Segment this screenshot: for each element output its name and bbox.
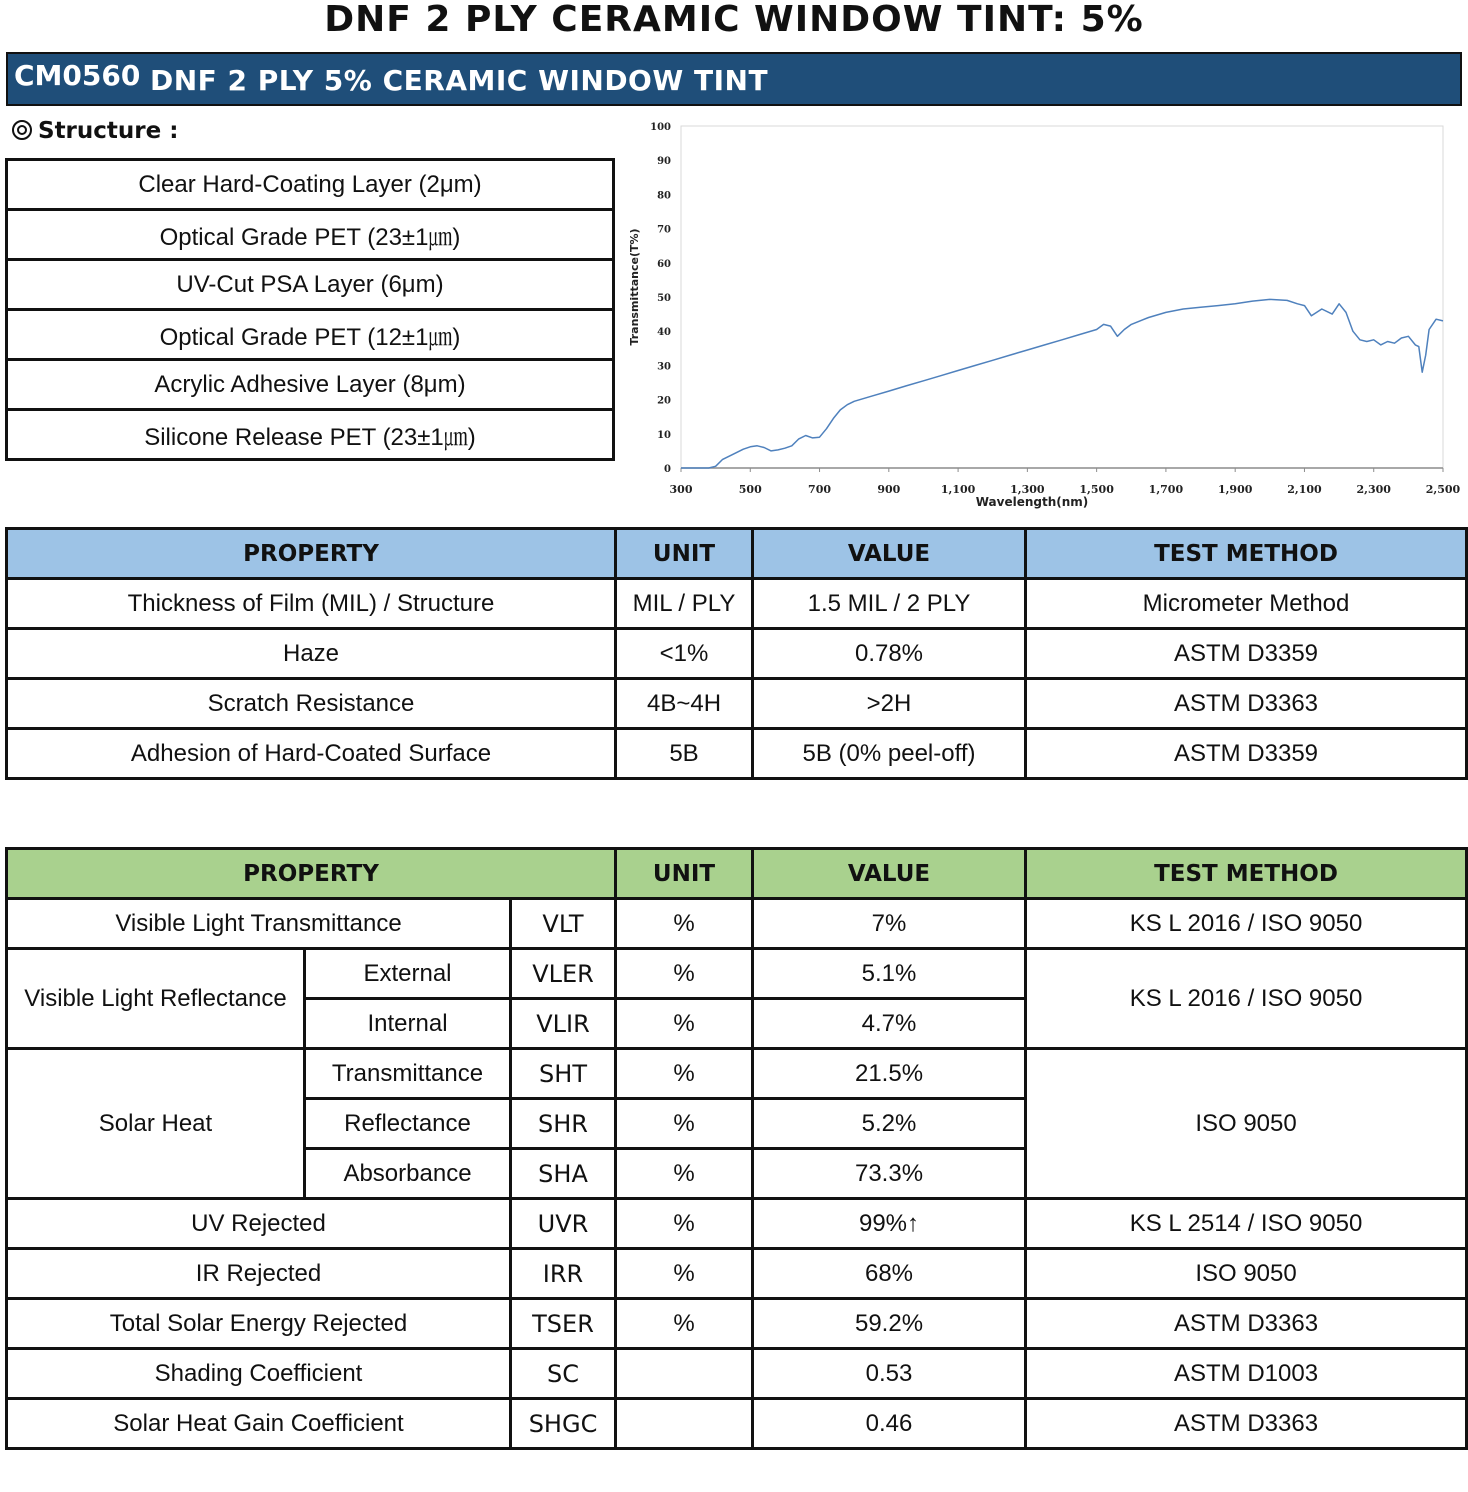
x-tick-label: 2,300 xyxy=(1356,483,1391,496)
method-cell: ASTM D3359 xyxy=(1026,629,1467,679)
property-cell: Visible Light Reflectance xyxy=(7,949,305,1049)
unit-cell: % xyxy=(616,1249,753,1299)
y-tick-label: 40 xyxy=(657,327,671,339)
header-unit: UNIT xyxy=(616,849,753,899)
abbr-cell: VLT xyxy=(511,899,616,949)
unit-cell: MIL / PLY xyxy=(616,579,753,629)
value-cell: 4.7% xyxy=(753,999,1026,1049)
table-row-shgc xyxy=(7,1399,1467,1449)
x-axis-label: Wavelength(nm) xyxy=(975,495,1089,509)
plot-area xyxy=(681,126,1443,468)
table-row-sht xyxy=(7,1049,1467,1099)
value-cell: 73.3% xyxy=(753,1149,1026,1199)
value-cell: 0.46 xyxy=(753,1399,1026,1449)
y-tick-label: 10 xyxy=(657,429,671,441)
product-name: DNF 2 PLY 5% CERAMIC WINDOW TINT xyxy=(150,64,769,97)
unit-cell: % xyxy=(616,949,753,999)
unit-cell: % xyxy=(616,999,753,1049)
unit-cell: % xyxy=(616,1049,753,1099)
layer-row xyxy=(7,310,614,360)
structure-heading xyxy=(12,118,178,144)
method-cell: ASTM D3359 xyxy=(1026,729,1467,779)
unit-cell: % xyxy=(616,1149,753,1199)
page-title: DNF 2 PLY CERAMIC WINDOW TINT: 5% xyxy=(324,0,1144,40)
property-cell: Visible Light Transmittance xyxy=(7,899,511,949)
x-tick-label: 900 xyxy=(877,483,901,496)
product-code: CM0560 : xyxy=(14,59,162,92)
y-tick-label: 50 xyxy=(657,293,671,304)
method-cell: ASTM D1003 xyxy=(1026,1349,1467,1399)
property-cell: Thickness of Film (MIL) / Structure xyxy=(7,579,616,629)
abbr-cell: SHT xyxy=(511,1049,616,1099)
property-cell: Solar Heat xyxy=(7,1049,305,1199)
x-tick-label: 1,500 xyxy=(1079,483,1114,496)
method-cell: ASTM D3363 xyxy=(1026,1299,1467,1349)
x-tick-label: 500 xyxy=(738,483,762,496)
unit-cell: % xyxy=(616,899,753,949)
method-cell: ASTM D3363 xyxy=(1026,679,1467,729)
transmittance-series-line xyxy=(681,299,1443,468)
optical-properties-table xyxy=(5,847,1468,1450)
y-tick-label: 20 xyxy=(657,395,671,407)
physical-properties-table xyxy=(5,527,1468,780)
layer-cell: Acrylic Adhesive Layer (8μm) xyxy=(7,360,614,410)
unit-cell: 4B~4H xyxy=(616,679,753,729)
header-unit: UNIT xyxy=(616,529,753,579)
subproperty-cell: Internal xyxy=(305,999,511,1049)
method-cell: Micrometer Method xyxy=(1026,579,1467,629)
layer-row xyxy=(7,410,614,460)
x-tick-label: 1,700 xyxy=(1148,483,1184,496)
unit-cell: <1% xyxy=(616,629,753,679)
property-cell: Haze xyxy=(7,629,616,679)
value-cell: 21.5% xyxy=(753,1049,1026,1099)
y-tick-label: 100 xyxy=(650,122,671,133)
value-cell: 0.53 xyxy=(753,1349,1026,1399)
layer-row xyxy=(7,210,614,260)
unit-cell xyxy=(616,1399,753,1449)
x-tick-label: 300 xyxy=(669,483,693,496)
subproperty-cell: Transmittance xyxy=(305,1049,511,1099)
x-tick-label: 1,100 xyxy=(940,483,976,496)
unit-cell: % xyxy=(616,1299,753,1349)
header-property: PROPERTY xyxy=(7,529,616,579)
abbr-cell: UVR xyxy=(511,1199,616,1249)
value-cell: 99%↑ xyxy=(753,1199,1026,1249)
unit-cell: % xyxy=(616,1099,753,1149)
abbr-cell: SHA xyxy=(511,1149,616,1199)
abbr-cell: VLIR xyxy=(511,999,616,1049)
value-cell: 0.78% xyxy=(753,629,1026,679)
y-tick-label: 70 xyxy=(657,224,671,236)
header-value: VALUE xyxy=(753,529,1026,579)
unit-cell: % xyxy=(616,1199,753,1249)
abbr-cell: TSER xyxy=(511,1299,616,1349)
method-cell: KS L 2514 / ISO 9050 xyxy=(1026,1199,1467,1249)
layer-row xyxy=(7,160,614,210)
x-tick-label: 2,100 xyxy=(1287,483,1322,496)
header-property: PROPERTY xyxy=(7,849,616,899)
abbr-cell: SHGC xyxy=(511,1399,616,1449)
table-row xyxy=(7,729,1467,779)
y-tick-label: 0 xyxy=(664,464,671,475)
y-tick-label: 90 xyxy=(657,156,671,168)
abbr-cell: VLER xyxy=(511,949,616,999)
property-cell: IR Rejected xyxy=(7,1249,511,1299)
abbr-cell: IRR xyxy=(511,1249,616,1299)
double-circle-icon xyxy=(12,120,32,140)
table-header-row xyxy=(7,529,1467,579)
table-row-sc xyxy=(7,1349,1467,1399)
method-cell: ASTM D3363 xyxy=(1026,1399,1467,1449)
value-cell: 5.1% xyxy=(753,949,1026,999)
x-tick-label: 700 xyxy=(808,483,832,496)
value-cell: 59.2% xyxy=(753,1299,1026,1349)
table-row xyxy=(7,579,1467,629)
y-tick-label: 30 xyxy=(657,361,671,373)
layer-cell: Clear Hard-Coating Layer (2μm) xyxy=(7,160,614,210)
product-banner xyxy=(6,52,1462,106)
header-test-method: TEST METHOD xyxy=(1026,849,1467,899)
table-row-uvr xyxy=(7,1199,1467,1249)
layer-cell: Optical Grade PET (23±1㎛) xyxy=(7,210,614,260)
value-cell: >2H xyxy=(753,679,1026,729)
value-cell: 1.5 MIL / 2 PLY xyxy=(753,579,1026,629)
abbr-cell: SHR xyxy=(511,1099,616,1149)
layer-row xyxy=(7,260,614,310)
table-row xyxy=(7,679,1467,729)
method-cell: ISO 9050 xyxy=(1026,1049,1467,1199)
table-row-tser xyxy=(7,1299,1467,1349)
method-cell: KS L 2016 / ISO 9050 xyxy=(1026,899,1467,949)
value-cell: 68% xyxy=(753,1249,1026,1299)
table-row-vler xyxy=(7,949,1467,999)
value-cell: 5.2% xyxy=(753,1099,1026,1149)
table-header-row xyxy=(7,849,1467,899)
value-cell: 7% xyxy=(753,899,1026,949)
x-tick-label: 1,300 xyxy=(1010,483,1045,496)
value-cell: 5B (0% peel-off) xyxy=(753,729,1026,779)
unit-cell xyxy=(616,1349,753,1399)
layer-structure-table xyxy=(5,158,615,461)
header-test-method: TEST METHOD xyxy=(1026,529,1467,579)
x-tick-label: 2,500 xyxy=(1425,483,1461,496)
header-value: VALUE xyxy=(753,849,1026,899)
method-cell: ISO 9050 xyxy=(1026,1249,1467,1299)
abbr-cell: SC xyxy=(511,1349,616,1399)
layer-cell: Silicone Release PET (23±1㎛) xyxy=(7,410,614,460)
y-tick-label: 60 xyxy=(657,258,671,270)
subproperty-cell: Absorbance xyxy=(305,1149,511,1199)
method-cell: KS L 2016 / ISO 9050 xyxy=(1026,949,1467,1049)
table-row-vlt xyxy=(7,899,1467,949)
table-row-irr xyxy=(7,1249,1467,1299)
layer-row xyxy=(7,360,614,410)
layer-cell: UV-Cut PSA Layer (6μm) xyxy=(7,260,614,310)
property-cell: Shading Coefficient xyxy=(7,1349,511,1399)
x-tick-label: 1,900 xyxy=(1217,483,1253,496)
subproperty-cell: External xyxy=(305,949,511,999)
property-cell: Adhesion of Hard-Coated Surface xyxy=(7,729,616,779)
layer-cell: Optical Grade PET (12±1㎛) xyxy=(7,310,614,360)
structure-heading-text: Structure : xyxy=(38,118,179,144)
subproperty-cell: Reflectance xyxy=(305,1099,511,1149)
y-tick-label: 80 xyxy=(657,190,671,202)
property-cell: Solar Heat Gain Coefficient xyxy=(7,1399,511,1449)
y-axis-label: Transmittance(T%) xyxy=(628,228,641,346)
property-cell: Total Solar Energy Rejected xyxy=(7,1299,511,1349)
unit-cell: 5B xyxy=(616,729,753,779)
property-cell: Scratch Resistance xyxy=(7,679,616,729)
property-cell: UV Rejected xyxy=(7,1199,511,1249)
table-row xyxy=(7,629,1467,679)
transmittance-chart xyxy=(622,116,1461,516)
